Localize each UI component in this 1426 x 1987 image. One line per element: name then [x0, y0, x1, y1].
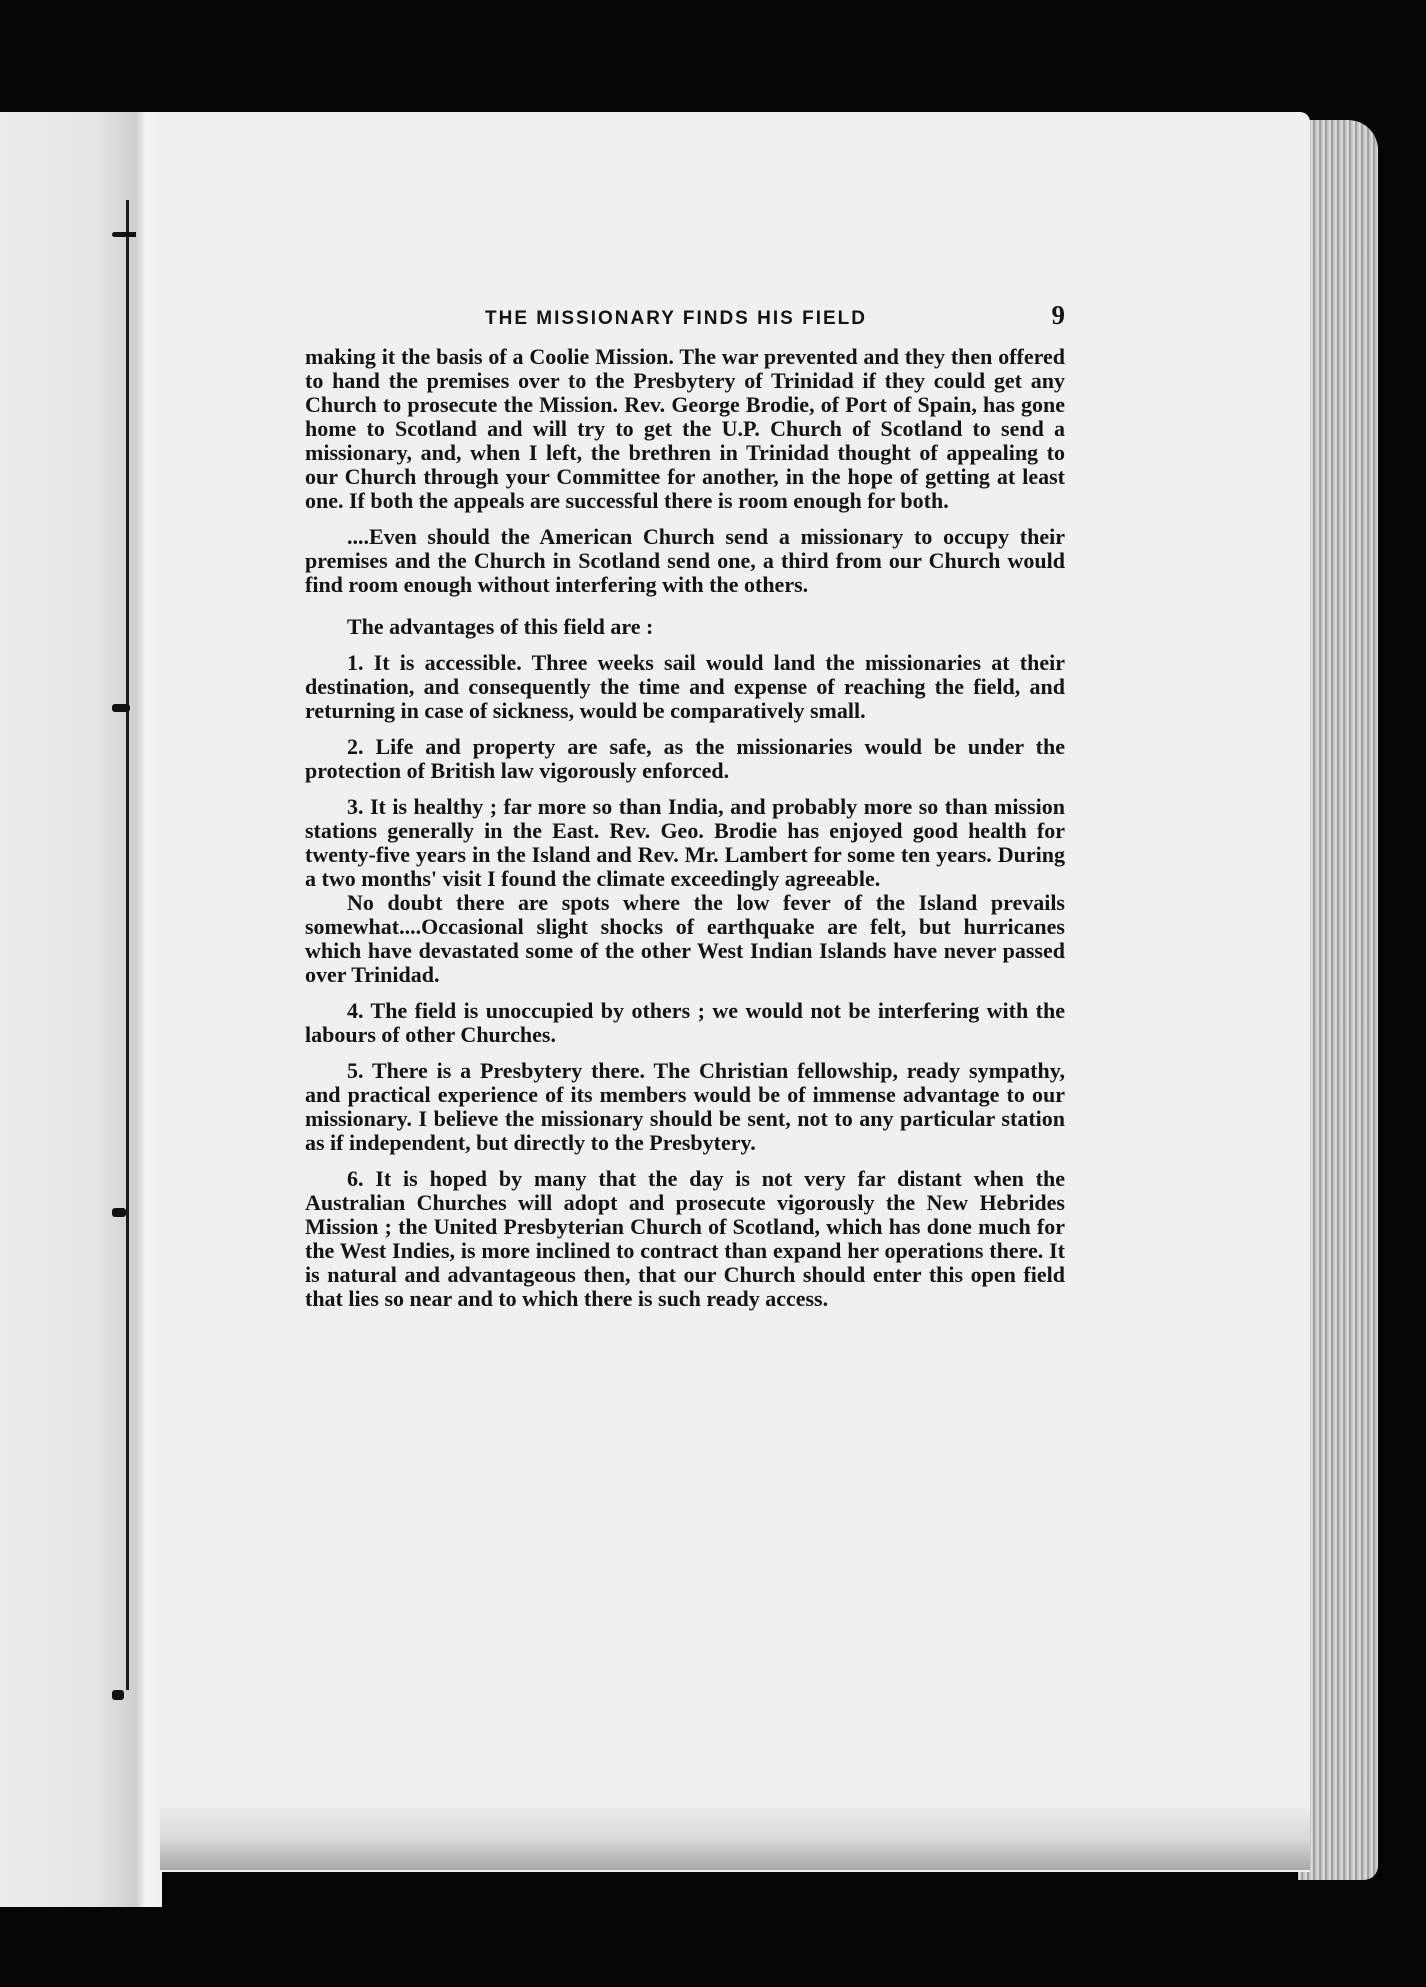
paragraph: 6. It is hoped by many that the day is not very far distant when the Australian Churches will adopt and prosecute vigorously the New Hebrides Mission ; the United Presbyterian Church of Scotland, which has done much for the West Indies, is more inclined to contract than expand her operations there. It is natural and advantageous then, that our Church should enter this open field that lies so near and to which there is such ready access. [305, 1166, 1065, 1311]
book-gutter [136, 112, 162, 1907]
paragraph: No doubt there are spots where the low fever of the Island prevails somewhat....Occasional slight shocks of earthquake are felt, but hurricanes which have devastated some of the other West Indian Islands have never passed over Trinidad. [305, 890, 1065, 987]
margin-mark-bottom [112, 1690, 124, 1700]
left-margin-rule [126, 200, 129, 1690]
paragraph: ....Even should the American Church send a missionary to occupy their premises and the Church in Scotland send one, a third from our Church would find room enough without interfering with the others. [305, 524, 1065, 597]
page-number: 9 [1051, 300, 1065, 330]
paragraph: 4. The field is unoccupied by others ; we would not be interfering with the labours of other Churches. [305, 998, 1065, 1047]
paragraph: 1. It is accessible. Three weeks sail would land the missionaries at their destination, and consequently the time and expense of reaching the field, and returning in case of sickness, would be comparatively small. [305, 650, 1065, 723]
paragraph: 3. It is healthy ; far more so than India, and probably more so than mission stations generally in the East. Rev. Geo. Brodie has enjoyed good health for twenty-five years in the Island and Rev. Mr. Lambert for some ten years. During a two months' visit I found the climate exceedingly agreeable. [305, 794, 1065, 891]
running-head [305, 300, 1065, 331]
margin-mark-middle [112, 704, 130, 712]
paragraph: The advantages of this field are : [347, 614, 654, 639]
paragraph: 2. Life and property are safe, as the missionaries would be under the protection of British law vigorously enforced. [305, 734, 1065, 783]
paragraph: making it the basis of a Coolie Mission. The war prevented and they then offered to hand the premises over to the Presbytery of Trinidad if they could get any Church to prosecute the Mission. Rev. George Brodie, of Port of Spain, has gone home to Scotland and will try to get the U.P. Church of Scotland to send a missionary, and, when I left, the brethren in Trinidad thought of appealing to our Church through your Committee for another, in the hope of getting at least one. If both the appeals are successful there is room enough for both. [305, 344, 1065, 513]
page-text [305, 300, 1065, 1311]
margin-mark-lower [112, 1208, 126, 1217]
paragraph: 5. There is a Presbytery there. The Christian fellowship, ready sympathy, and practical experience of its members would be of immense advantage to our missionary. I believe the missionary should be sent, not to any particular station as if independent, but directly to the Presbytery. [305, 1058, 1065, 1155]
running-title: THE MISSIONARY FINDS HIS FIELD [485, 308, 867, 329]
page-bottom-shadow [160, 1800, 1310, 1870]
stacked-page-edges [1298, 120, 1378, 1880]
left-facing-page [0, 112, 136, 1907]
